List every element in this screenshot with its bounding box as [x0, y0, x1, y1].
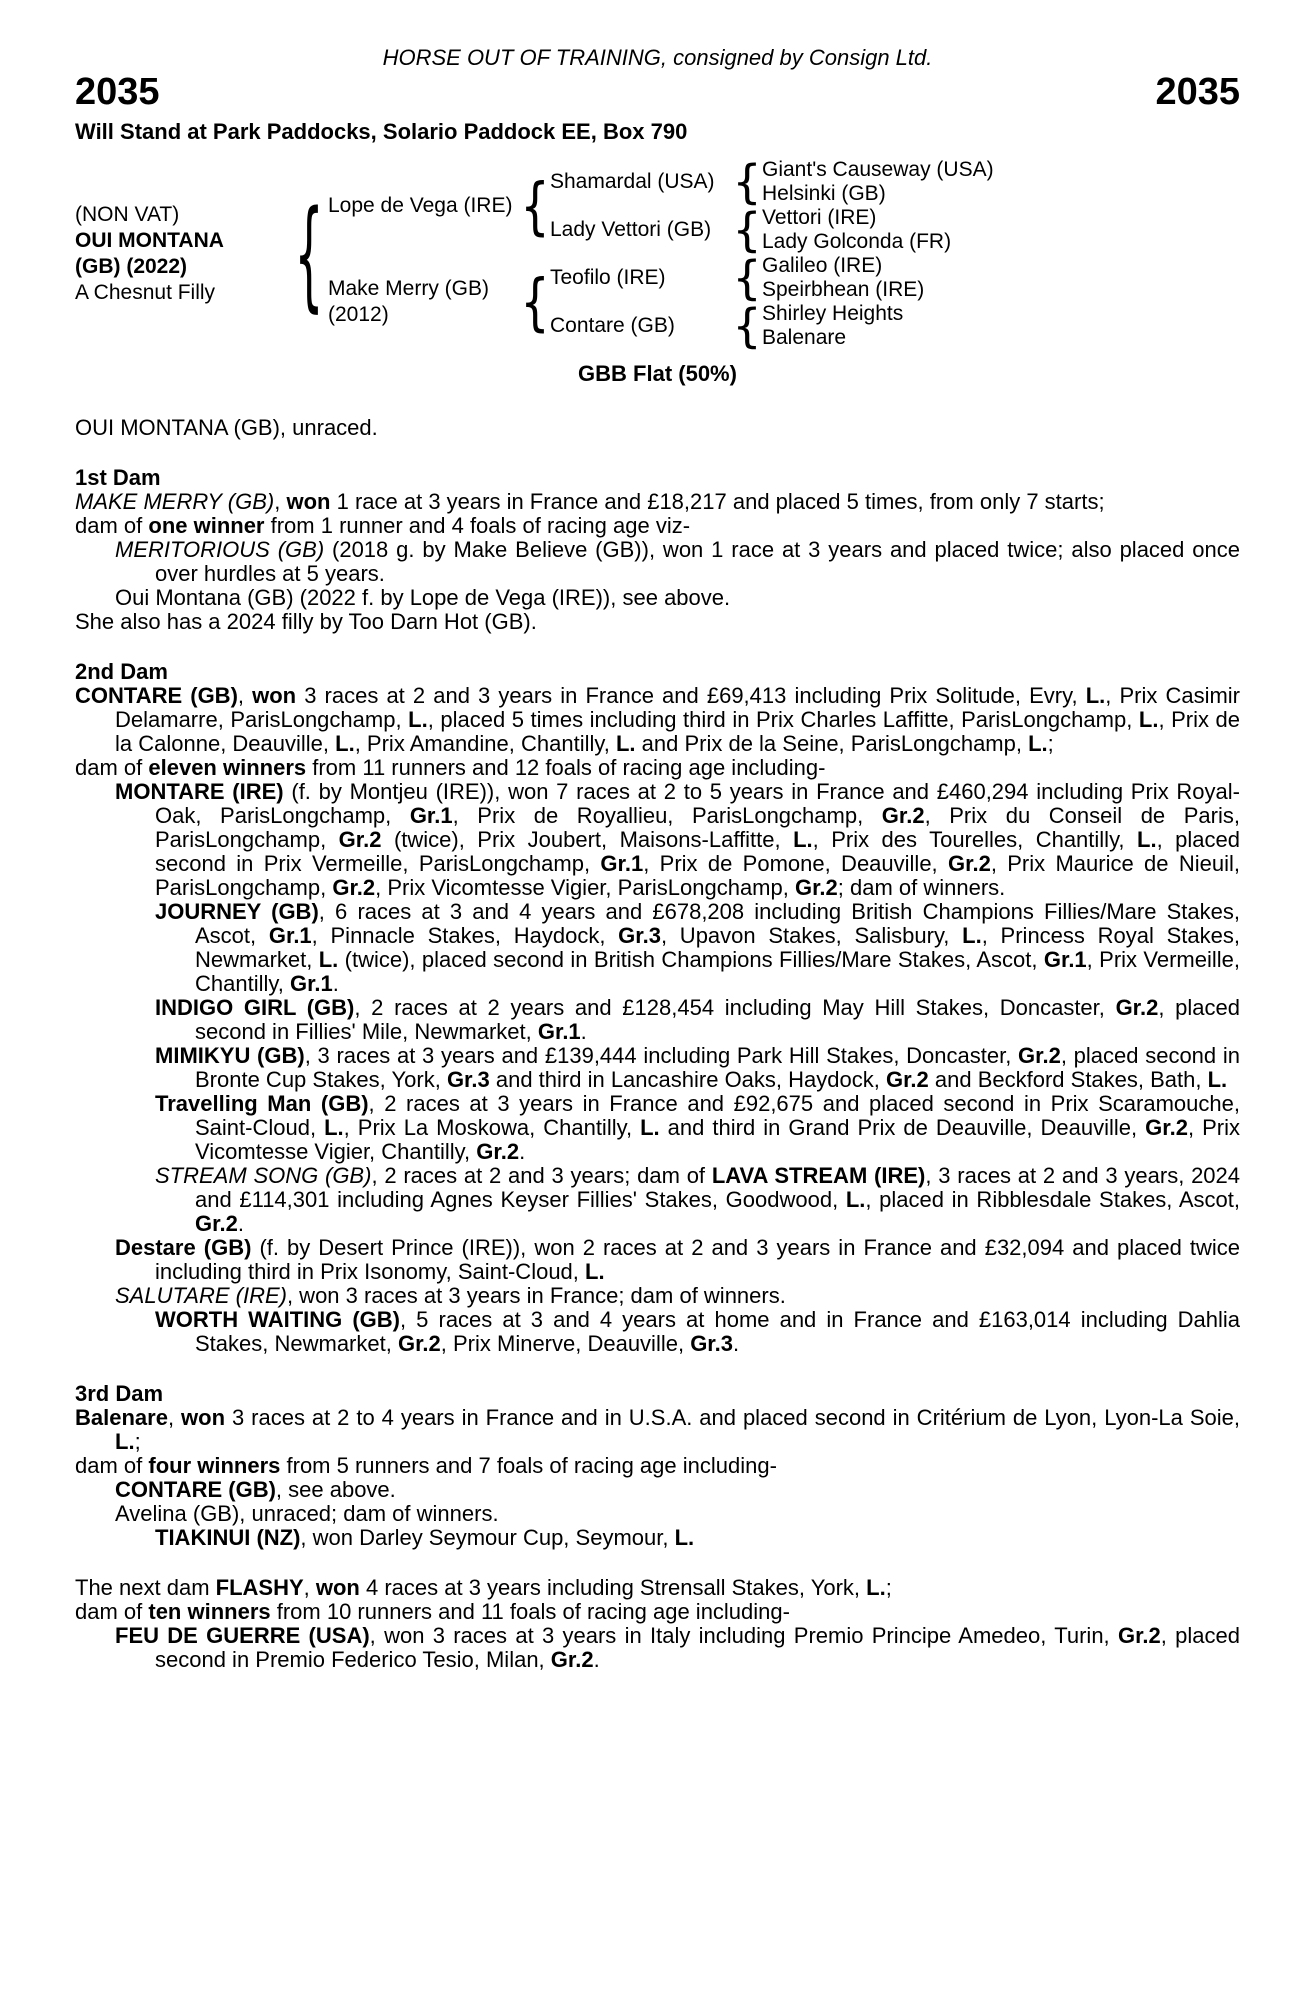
text-segment: CONTARE (GB) — [75, 683, 238, 708]
catalog-paragraph — [75, 1044, 1240, 1092]
text-segment: , placed in Ribblesdale Stakes, Ascot, — [865, 1187, 1240, 1212]
text-segment: MONTARE (IRE) — [115, 779, 284, 804]
text-segment: , Prix La Moskowa, Chantilly, — [343, 1115, 641, 1140]
text-segment: , — [303, 1575, 316, 1600]
text-segment: , Prix Amandine, Chantilly, — [354, 731, 616, 756]
text-segment: , Prix du Conseil de Paris, ParisLongchamp, — [155, 803, 1240, 852]
text-segment: . — [332, 971, 339, 996]
text-segment: dam of — [75, 1453, 149, 1478]
text-segment: L. — [1028, 731, 1048, 756]
text-segment: , won 3 races at 3 years in France; dam of winners. — [286, 1283, 786, 1308]
text-segment: won — [315, 1575, 360, 1600]
text-segment: dam of — [75, 755, 149, 780]
subject-horse-name: OUI MONTANA — [75, 229, 224, 252]
pedigree-tree — [75, 155, 1240, 353]
ancestor-name: Vettori (IRE) — [762, 206, 877, 229]
text-segment: from 11 runners and 12 foals of racing age including- — [306, 755, 826, 780]
text-segment: Gr.2 — [195, 1211, 238, 1236]
text-segment: , 6 races at 3 and 4 years and £678,208 including British Champions Fillies/Mare Stakes, Ascot, — [195, 899, 1240, 948]
text-segment: , — [167, 1405, 182, 1430]
text-segment: 3 races at 2 to 4 years in France and in U.S.A. and placed second in Critérium de Lyon, Lyon-La Soie, — [225, 1405, 1240, 1430]
text-segment: Gr.1 — [537, 1019, 581, 1044]
pedigree-text-section — [75, 416, 1240, 440]
text-segment: L. — [1138, 707, 1159, 732]
catalog-paragraph — [75, 756, 1240, 780]
catalog-paragraph — [75, 586, 1240, 610]
pedigree-text-section — [75, 660, 1240, 1356]
text-segment: , 2 races at 2 and 3 years; dam of — [371, 1163, 712, 1188]
text-segment: dam of — [75, 513, 149, 538]
text-segment: won — [252, 683, 297, 708]
text-segment: and Beckford Stakes, Bath, — [928, 1067, 1208, 1092]
text-segment: won — [286, 489, 331, 514]
catalog-paragraph — [75, 610, 1240, 634]
text-segment: 3 races at 2 and 3 years in France and £69,413 including Prix Solitude, Evry, — [296, 683, 1086, 708]
section-heading: 1st Dam — [75, 465, 161, 490]
granddam-name: Lady Vettori (GB) — [550, 218, 712, 241]
text-segment: CONTARE (GB) — [115, 1477, 276, 1502]
text-segment: from 10 runners and 11 foals of racing age including- — [270, 1599, 790, 1624]
text-segment: L. — [1085, 683, 1106, 708]
text-segment: Balenare — [75, 1405, 168, 1430]
text-segment: ten winners — [148, 1599, 271, 1624]
pedigree-brace-gen3: { — [732, 155, 762, 209]
text-segment: Oui Montana (GB) (2022 f. by Lope de Vega (IRE)), see above. — [115, 585, 731, 610]
gbb-eligibility-line: GBB Flat (50%) — [578, 361, 737, 386]
text-segment: and third in Grand Prix de Deauville, Deauville, — [659, 1115, 1146, 1140]
catalog-paragraph — [75, 1406, 1240, 1454]
text-segment: JOURNEY (GB) — [155, 899, 319, 924]
text-segment: 4 races at 3 years including Strensall Stakes, York, — [359, 1575, 867, 1600]
catalog-paragraph — [75, 1308, 1240, 1356]
text-segment: ; — [885, 1575, 892, 1600]
catalog-sections — [75, 416, 1240, 1672]
text-segment: , placed second in Prix Vermeille, ParisLongchamp, — [155, 827, 1240, 876]
text-segment: , Prix Vicomtesse Vigier, ParisLongchamp, — [375, 875, 795, 900]
text-segment: She also has a 2024 filly by Too Darn Hot (GB). — [75, 609, 537, 634]
text-segment: won — [181, 1405, 226, 1430]
text-segment: L. — [845, 1187, 866, 1212]
grandsire-name: Shamardal (USA) — [550, 170, 715, 193]
text-segment: Gr.2 — [1145, 1115, 1188, 1140]
consignment-line: HORSE OUT OF TRAINING, consigned by Consign Ltd. — [382, 45, 933, 70]
text-segment: Gr.3 — [618, 923, 661, 948]
text-segment: , Prix Casimir Delamarre, ParisLongchamp, — [115, 683, 1240, 732]
text-segment: MIMIKYU (GB) — [155, 1043, 305, 1068]
text-segment: Gr.1 — [600, 851, 644, 876]
text-segment: L. — [1137, 827, 1157, 852]
text-segment: Destare (GB) — [115, 1235, 252, 1260]
grandsire-name: Teofilo (IRE) — [550, 266, 666, 289]
text-segment: (f. by Montjeu (IRE)), won 7 races at 2 to 5 years in France and £460,294 including Prix Royal-Oak, ParisLongchamp, — [155, 779, 1240, 828]
text-segment: . — [237, 1211, 244, 1236]
text-segment: , placed second in Fillies' Mile, Newmarket, — [195, 995, 1240, 1044]
text-segment: , Prix de la Calonne, Deauville, — [115, 707, 1241, 756]
text-segment: Gr.2 — [1117, 1623, 1161, 1648]
lot-row — [75, 72, 1240, 112]
text-segment: MERITORIOUS (GB) — [115, 537, 325, 562]
text-segment: Gr.2 — [794, 875, 838, 900]
text-segment: TIAKINUI (NZ) — [155, 1525, 301, 1550]
text-segment: Avelina (GB), unraced; dam of winners. — [115, 1501, 499, 1526]
text-segment: Gr.1 — [268, 923, 312, 948]
text-segment: L. — [324, 1115, 344, 1140]
catalog-paragraph — [75, 1624, 1240, 1672]
text-segment: , 2 races at 2 years and £128,454 including May Hill Stakes, Doncaster, — [354, 995, 1116, 1020]
catalog-paragraph — [75, 490, 1240, 514]
dam-name-block — [328, 254, 520, 350]
pedigree-brace-sire: { — [520, 169, 550, 243]
catalog-paragraph — [75, 900, 1240, 996]
text-segment: dam of — [75, 1599, 149, 1624]
dam-name: Make Merry (GB) — [328, 277, 490, 300]
text-segment: L. — [1207, 1067, 1228, 1092]
catalog-paragraph — [75, 996, 1240, 1044]
granddam-name: Contare (GB) — [550, 314, 675, 337]
text-segment: ; — [1047, 731, 1054, 756]
text-segment: ; dam of winners. — [837, 875, 1006, 900]
text-segment: from 1 runner and 4 foals of racing age viz- — [264, 513, 691, 538]
text-segment: , — [237, 683, 253, 708]
subject-horse-description: A Chesnut Filly — [75, 281, 216, 304]
ancestor-name: Shirley Heights — [762, 302, 904, 325]
text-segment: Travelling Man (GB) — [155, 1091, 369, 1116]
text-segment: Gr.2 — [332, 875, 376, 900]
ancestor-name: Helsinki (GB) — [762, 182, 886, 205]
text-segment: LAVA STREAM (IRE) — [711, 1163, 926, 1188]
text-segment: L. — [793, 827, 813, 852]
text-segment: L. — [866, 1575, 886, 1600]
catalog-paragraph — [75, 1478, 1240, 1502]
text-segment: one winner — [148, 513, 265, 538]
catalog-paragraph — [75, 780, 1240, 900]
text-segment: , placed second in Premio Federico Tesio, Milan, — [155, 1623, 1241, 1672]
text-segment: STREAM SONG (GB) — [155, 1163, 372, 1188]
text-segment: eleven winners — [148, 755, 307, 780]
text-segment: , Prix Vicomtesse Vigier, Chantilly, — [195, 1115, 1240, 1164]
text-segment: , 3 races at 2 and 3 years, 2024 and £114,301 including Agnes Keyser Fillies' Stakes, Goodwood, — [195, 1163, 1241, 1212]
catalog-paragraph — [75, 1502, 1240, 1526]
subject-horse-suffix: (GB) (2022) — [75, 255, 188, 278]
catalog-paragraph — [75, 1576, 1240, 1600]
text-segment: and Prix de la Seine, ParisLongchamp, — [635, 731, 1029, 756]
pedigree-brace-gen3: { — [732, 203, 762, 257]
stand-location-line: Will Stand at Park Paddocks, Solario Paddock EE, Box 790 — [75, 119, 688, 144]
text-segment: 1 race at 3 years in France and £18,217 and placed 5 times, from only 7 starts; — [330, 489, 1105, 514]
text-segment: , Prix Minerve, Deauville, — [440, 1331, 691, 1356]
text-segment: WORTH WAITING (GB) — [155, 1307, 400, 1332]
text-segment: , Princess Royal Stakes, Newmarket, — [195, 923, 1240, 972]
section-heading: 3rd Dam — [75, 1381, 164, 1406]
text-segment: FEU DE GUERRE (USA) — [115, 1623, 370, 1648]
text-segment: , placed 5 times including third in Prix Charles Laffitte, ParisLongchamp, — [427, 707, 1139, 732]
text-segment: L. — [615, 731, 636, 756]
pedigree-brace-gen1: { — [294, 183, 324, 325]
dam-year: (2012) — [328, 303, 389, 326]
text-segment: , Prix de Pomone, Deauville, — [643, 851, 948, 876]
text-segment: , Prix des Tourelles, Chantilly, — [812, 827, 1138, 852]
text-segment: Gr.2 — [885, 1067, 929, 1092]
pedigree-brace-gen3: { — [732, 299, 762, 353]
text-segment: Gr.2 — [1018, 1043, 1061, 1068]
catalog-paragraph — [75, 1236, 1240, 1284]
text-segment: (twice), placed second in British Champions Fillies/Mare Stakes, Ascot, — [338, 947, 1044, 972]
text-segment: Gr.1 — [409, 803, 453, 828]
text-segment: L. — [318, 947, 339, 972]
text-segment: (twice), Prix Joubert, Maisons-Laffitte, — [381, 827, 794, 852]
pedigree-brace-gen3: { — [732, 251, 762, 305]
ancestor-name: Lady Golconda (FR) — [762, 230, 952, 253]
text-segment: MAKE MERRY (GB) — [75, 489, 275, 514]
pedigree-text-section — [75, 1382, 1240, 1550]
text-segment: Gr.1 — [1043, 947, 1087, 972]
text-segment: L. — [585, 1259, 605, 1284]
ancestor-name: Galileo (IRE) — [762, 254, 883, 277]
text-segment: , 3 races at 3 years and £139,444 including Park Hill Stakes, Doncaster, — [304, 1043, 1019, 1068]
text-segment: Gr.2 — [881, 803, 925, 828]
text-segment: from 5 runners and 7 foals of racing age including- — [280, 1453, 777, 1478]
text-segment: . — [519, 1139, 526, 1164]
text-segment: The next dam — [75, 1575, 216, 1600]
text-segment: , 2 races at 3 years in France and £92,675 and placed second in Prix Scaramouche, Saint-Cloud, — [195, 1091, 1240, 1140]
text-segment: Gr.2 — [948, 851, 991, 876]
text-segment: L. — [115, 1429, 135, 1454]
text-segment: Gr.2 — [476, 1139, 520, 1164]
catalog-paragraph — [75, 514, 1240, 538]
text-segment: Gr.2 — [397, 1331, 441, 1356]
catalog-paragraph — [75, 1284, 1240, 1308]
catalog-paragraph — [75, 684, 1240, 756]
text-segment: L. — [335, 731, 355, 756]
text-segment: OUI MONTANA (GB), unraced. — [75, 415, 378, 440]
text-segment: ; — [134, 1429, 141, 1454]
sire-name: Lope de Vega (IRE) — [328, 194, 513, 217]
lot-number-left: 2035 — [75, 71, 160, 113]
text-segment: , — [274, 489, 287, 514]
catalog-paragraph — [75, 1092, 1240, 1164]
catalog-paragraph — [75, 538, 1240, 586]
text-segment: , 5 races at 3 and 4 years at home and in France and £163,014 including Dahlia Stakes, Newmarket, — [195, 1307, 1240, 1356]
text-segment: L. — [962, 923, 982, 948]
text-segment: SALUTARE (IRE) — [115, 1283, 287, 1308]
text-segment: FLASHY — [215, 1575, 304, 1600]
text-segment: L. — [640, 1115, 660, 1140]
text-segment: (2018 g. by Make Believe (GB)), won 1 race at 3 years and placed twice; also placed once over hurdles at 5 years. — [155, 537, 1240, 586]
text-segment: , won 3 races at 3 years in Italy including Premio Principe Amedeo, Turin, — [369, 1623, 1118, 1648]
non-vat-note: (NON VAT) — [75, 203, 180, 226]
text-segment: Gr.3 — [690, 1331, 733, 1356]
text-segment: , Prix Maurice de Nieuil, ParisLongchamp, — [155, 851, 1240, 900]
text-segment: , Upavon Stakes, Salisbury, — [660, 923, 963, 948]
lot-number-right: 2035 — [1155, 71, 1240, 113]
text-segment: , Prix de Royallieu, ParisLongchamp, — [452, 803, 882, 828]
subject-info-block — [75, 158, 290, 350]
text-segment: four winners — [148, 1453, 281, 1478]
text-segment: and third in Lancashire Oaks, Haydock, — [489, 1067, 886, 1092]
text-segment: . — [580, 1019, 587, 1044]
text-segment: , see above. — [275, 1477, 396, 1502]
catalog-paragraph — [75, 1454, 1240, 1478]
ancestor-name: Giant's Causeway (USA) — [762, 158, 994, 181]
text-segment: Gr.1 — [289, 971, 333, 996]
text-segment: , won Darley Seymour Cup, Seymour, — [300, 1525, 675, 1550]
text-segment: INDIGO GIRL (GB) — [155, 995, 355, 1020]
text-segment: Gr.3 — [446, 1067, 490, 1092]
catalog-paragraph — [75, 1164, 1240, 1236]
pedigree-brace-dam: { — [520, 265, 550, 339]
text-segment: . — [593, 1647, 600, 1672]
text-segment: Gr.2 — [550, 1647, 594, 1672]
catalog-paragraph — [75, 1600, 1240, 1624]
ancestor-name: Speirbhean (IRE) — [762, 278, 925, 301]
text-segment: Gr.2 — [338, 827, 382, 852]
text-segment: L. — [674, 1525, 695, 1550]
text-segment: Gr.2 — [1115, 995, 1159, 1020]
text-segment: , Pinnacle Stakes, Haydock, — [311, 923, 619, 948]
pedigree-text-section — [75, 1576, 1240, 1672]
text-segment: , placed second in Bronte Cup Stakes, York, — [195, 1043, 1240, 1092]
pedigree-text-section — [75, 466, 1240, 634]
section-heading: 2nd Dam — [75, 659, 168, 684]
ancestor-name: Balenare — [762, 326, 847, 349]
text-segment: L. — [408, 707, 428, 732]
text-segment: , Prix Vermeille, Chantilly, — [195, 947, 1240, 996]
catalog-paragraph — [75, 1526, 1240, 1550]
text-segment: . — [733, 1331, 740, 1356]
catalog-paragraph — [75, 416, 1240, 440]
text-segment: (f. by Desert Prince (IRE)), won 2 races at 2 and 3 years in France and £32,094 and placed twice including third in Prix Isonomy, Saint-Cloud, — [155, 1235, 1240, 1284]
